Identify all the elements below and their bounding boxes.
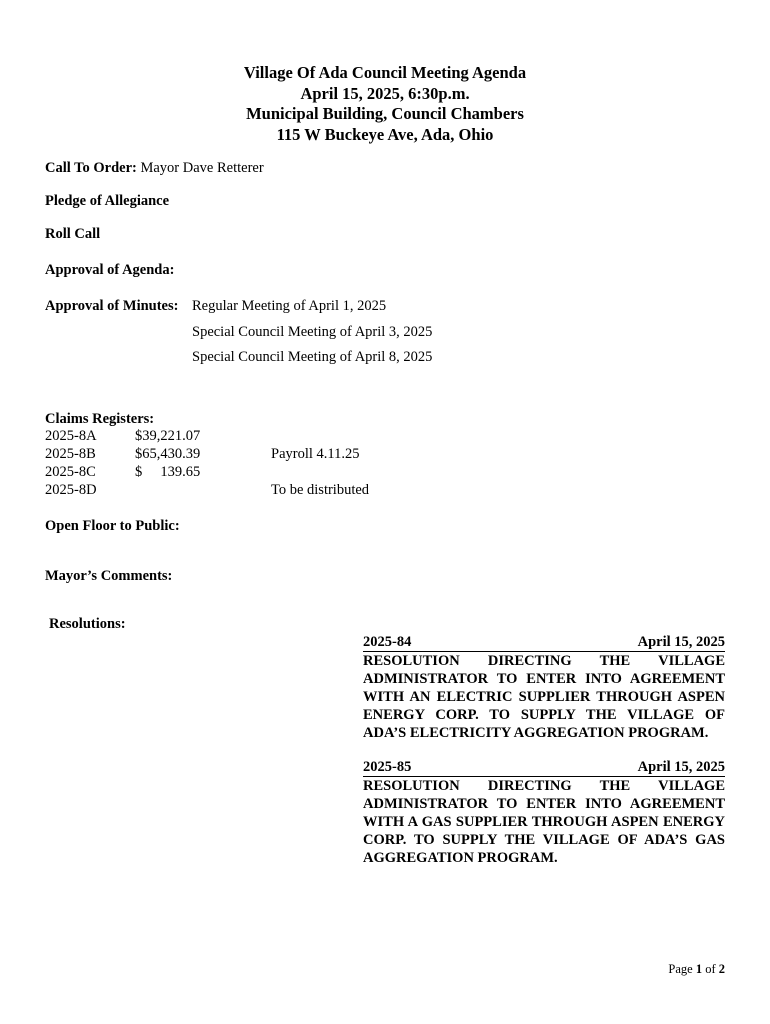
resolution-date: April 15, 2025 <box>637 634 725 650</box>
agenda-header <box>0 63 770 145</box>
claims-row <box>45 446 445 464</box>
claims-row <box>45 464 445 482</box>
claims-note: Payroll 4.11.25 <box>271 446 360 462</box>
resolution-number: 2025-85 <box>363 759 412 775</box>
approval-minutes-label: Approval of Minutes: <box>45 298 179 314</box>
roll-call-heading: Roll Call <box>45 226 101 242</box>
resolution-text: RESOLUTION DIRECTING THE VILLAGE ADMINISTRATOR TO ENTER INTO AGREEMENT WITH AN ELECTRIC SUPPLIER THROUGH ASPEN ENERGY CORP. TO SUPPLY THE VILLAGE OF ADA’S ELECTRICITY AGGREGATION PROGRAM. <box>363 652 725 741</box>
resolution-header <box>363 634 725 652</box>
claims-note: To be distributed <box>271 482 370 498</box>
minutes-item: Special Council Meeting of April 3, 2025 <box>192 324 433 340</box>
claims-amount: $ 139.65 <box>135 464 201 480</box>
claims-label: Claims Registers: <box>45 411 155 427</box>
claims-amount: $65,430.39 <box>135 446 201 462</box>
page-word: Page <box>668 962 693 976</box>
minutes-item: Regular Meeting of April 1, 2025 <box>192 298 387 314</box>
page-footer <box>668 962 725 977</box>
resolution-item <box>363 634 725 742</box>
resolution-text: RESOLUTION DIRECTING THE VILLAGE ADMINISTRATOR TO ENTER INTO AGREEMENT WITH A GAS SUPPLIER THROUGH ASPEN ENERGY CORP. TO SUPPLY THE VILLAGE OF ADA’S GAS AGGREGATION PROGRAM. <box>363 777 725 866</box>
claims-id: 2025-8A <box>45 428 97 444</box>
page-total: 2 <box>718 962 725 976</box>
claims-row <box>45 428 445 446</box>
resolution-date: April 15, 2025 <box>637 759 725 775</box>
header-title: Village Of Ada Council Meeting Agenda <box>243 63 527 82</box>
mayors-comments-heading: Mayor’s Comments: <box>45 568 173 584</box>
minutes-item: Special Council Meeting of April 8, 2025 <box>192 349 433 365</box>
resolution-number: 2025-84 <box>363 634 412 650</box>
page-current: 1 <box>695 962 703 976</box>
call-to-order-label: Call To Order: <box>45 160 137 176</box>
page-of-word: of <box>705 962 716 976</box>
open-floor-heading: Open Floor to Public: <box>45 518 180 534</box>
call-to-order <box>45 160 264 177</box>
claims-row <box>45 482 445 500</box>
pledge-heading: Pledge of Allegiance <box>45 193 170 209</box>
call-to-order-value: Mayor Dave Retterer <box>140 160 264 176</box>
header-date: April 15, 2025, 6:30p.m. <box>300 83 470 103</box>
claims-id: 2025-8C <box>45 464 96 480</box>
approval-agenda-heading: Approval of Agenda: <box>45 262 175 278</box>
claims-id: 2025-8B <box>45 446 96 462</box>
resolution-item <box>363 759 725 867</box>
claims-amount: $39,221.07 <box>135 428 201 444</box>
resolution-header <box>363 759 725 777</box>
claims-id: 2025-8D <box>45 482 97 498</box>
header-address: 115 W Buckeye Ave, Ada, Ohio <box>276 124 494 144</box>
resolutions-label: Resolutions: <box>49 616 126 632</box>
header-location: Municipal Building, Council Chambers <box>246 104 524 123</box>
